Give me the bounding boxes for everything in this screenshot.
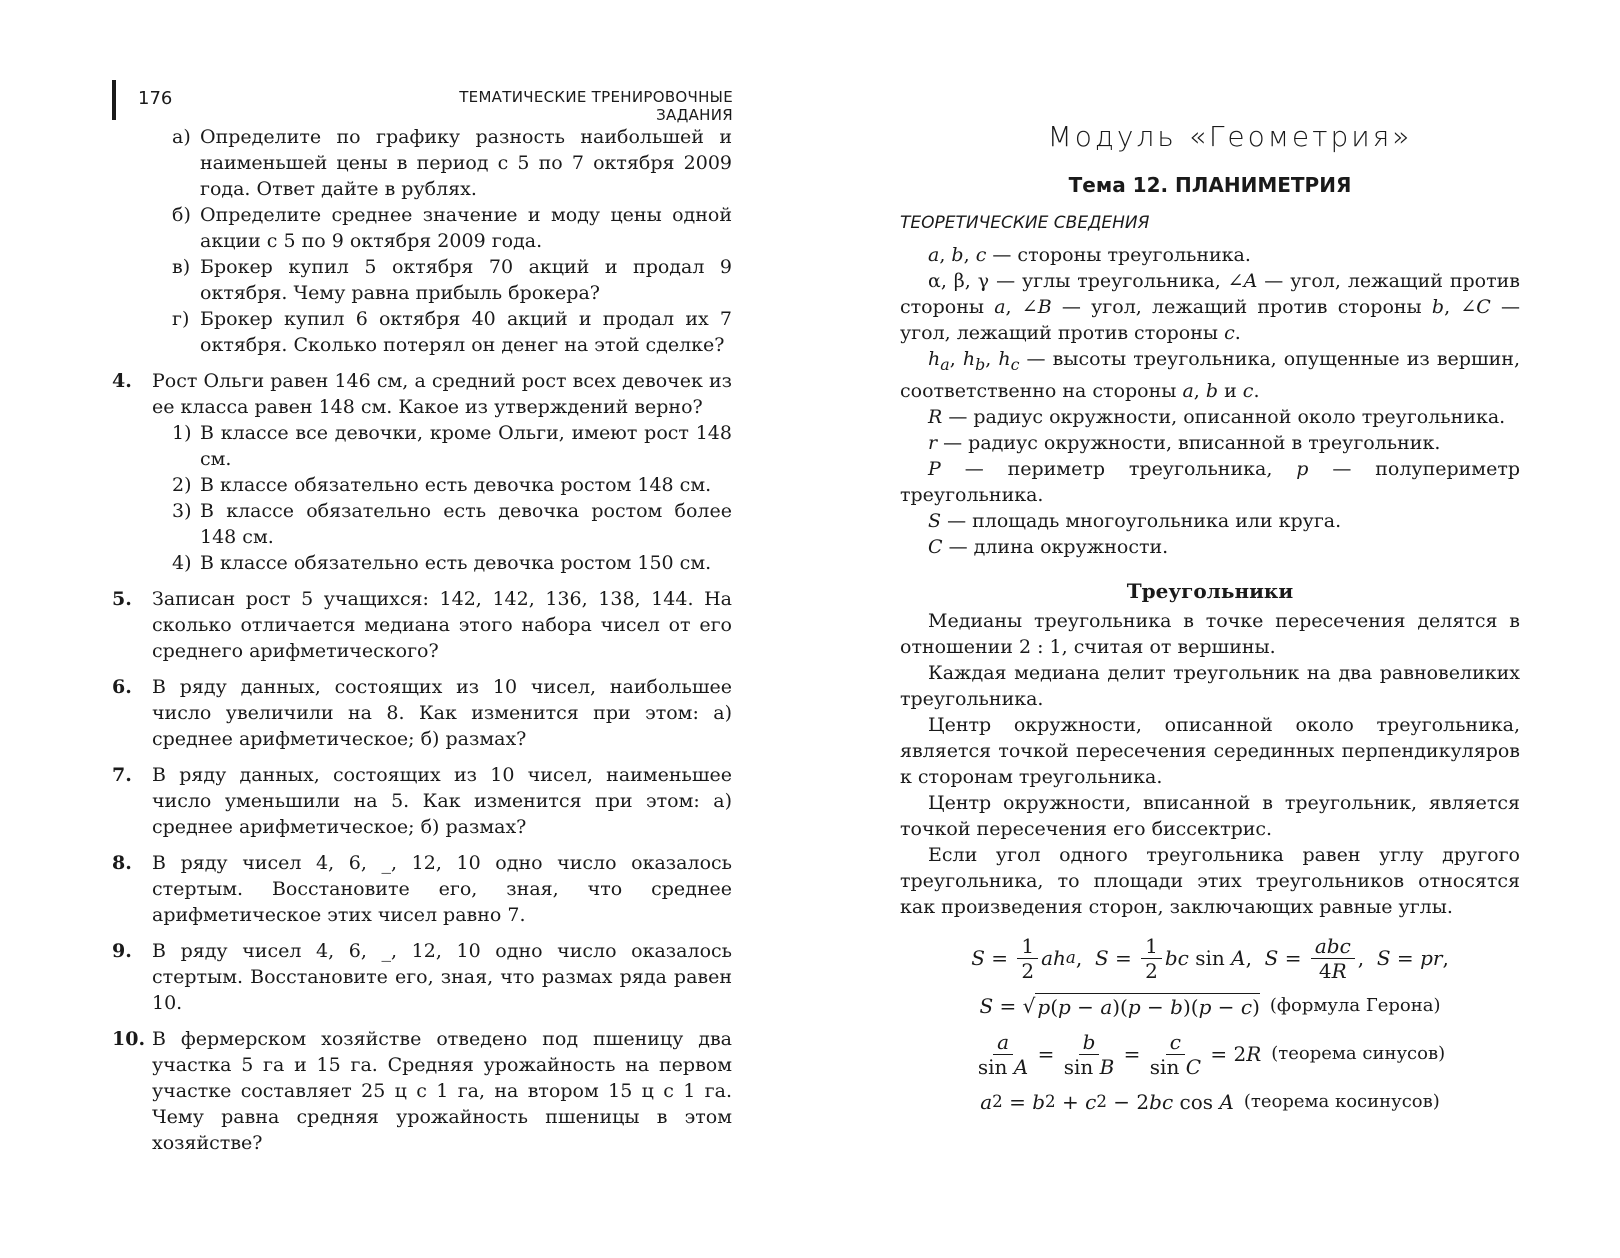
right-page bbox=[810, 0, 1620, 1258]
running-title: ТЕМАТИЧЕСКИЕ ТРЕНИРОВОЧНЫЕ ЗАДАНИЯ bbox=[459, 88, 733, 124]
def-P: P — периметр треугольника, p — полупериметр треугольника. bbox=[900, 457, 1520, 506]
cont-item: г) Брокер купил 6 октября 40 акций и продал их 7 октября. Сколько потерял он денег на этой сделке? bbox=[172, 308, 732, 356]
right-column bbox=[900, 120, 1521, 1125]
paragraph: Центр окружности, вписанной в треугольник, является точкой пересечения его биссектрис. bbox=[900, 791, 1520, 840]
theory-label: ТЕОРЕТИЧЕСКИЕ СВЕДЕНИЯ bbox=[900, 213, 1150, 233]
left-column bbox=[112, 124, 732, 1156]
def-C: C — длина окружности. bbox=[928, 535, 1169, 558]
problem-4: 4. Рост Ольги равен 146 см, а средний рост всех девочек из ее класса равен 148 см. Какое из утверждений верно? 1) В классе все девочки, кроме Ольги, имеют рост 148 см. 2) В классе обязательно есть девочка ростом 148 см. 3) В классе обязательно есть девочка ростом более 148 см. 4) В классе обязательно есть девочка ростом 150 см. bbox=[112, 370, 732, 574]
page-number: 176 bbox=[138, 88, 173, 109]
problem-5: 5. Записан рост 5 учащихся: 142, 142, 136, 138, 144. На сколько отличается медиана этого набора чисел от его среднего арифметического? bbox=[112, 588, 732, 662]
heron-formula: S = √ p(p − a)(p − b)(p − c) (формула Герона) bbox=[979, 994, 1441, 1019]
problem-8: 8. В ряду чисел 4, 6, _, 12, 10 одно число оказалось стертым. Восстановите его, зная, что среднее арифметическое этих чисел равно 7. bbox=[112, 852, 732, 926]
problem-6: 6. В ряду данных, состоящих из 10 чисел, наибольшее число увеличили на 8. Как изменится при этом: а) среднее арифметическое; б) размах? bbox=[112, 676, 732, 750]
subheading: Треугольники bbox=[1126, 578, 1294, 603]
cosine-theorem: a 2 = b 2 + c 2 − 2 bc cos A (теорема косинусов) bbox=[980, 1089, 1440, 1114]
problem-7: 7. В ряду данных, состоящих из 10 чисел, наименьшее число уменьшили на 5. Как изменится при этом: а) среднее арифметическое; б) размах? bbox=[112, 764, 732, 838]
option: 1) В классе все девочки, кроме Ольги, имеют рост 148 см. bbox=[172, 422, 732, 470]
def-r: r — радиус окружности, вписанной в треугольник. bbox=[928, 431, 1441, 454]
problem-10: 10. В фермерском хозяйстве отведено под пшеницу два участка 5 га и 15 га. Средняя урожайность на первом участке составляет 25 ц с 1 га, на втором 15 ц с 1 га. Чему равна средняя урожайность пшеницы в этом хозяйстве? bbox=[112, 1028, 732, 1154]
header-bar bbox=[112, 80, 116, 120]
topic-title: Тема 12. ПЛАНИМЕТРИЯ bbox=[1068, 173, 1352, 197]
sine-theorem: $\frac{a}{\text{sin A}}$ = $\frac{b}{\text{sin B}}$ = $\frac{c}{\text{sin C}}$ = 2 R (теорема синусов) bbox=[977, 1029, 1446, 1079]
area-formulas: S = $\frac{1}{2}$ ah a , S = $\frac{1}{2}$ bc sin A , S = $\frac{\text{abc}}{4R}$ , S = pr , bbox=[971, 933, 1449, 983]
definitions bbox=[900, 242, 1520, 560]
def-angles: α, β, γ — углы треугольника, ∠A — угол, лежащий против стороны a, ∠B — угол, лежащий против стороны b, ∠C — угол, лежащий против стороны c. bbox=[900, 270, 1521, 344]
option: 2) В классе обязательно есть девочка ростом 148 см. bbox=[172, 474, 712, 496]
cont-item: б) Определите среднее значение и моду цены одной акции с 5 по 9 октября 2009 года. bbox=[172, 204, 732, 252]
option: 3) В классе обязательно есть девочка ростом более 148 см. bbox=[172, 500, 732, 548]
paragraph: Если угол одного треугольника равен углу другого треугольника, то площади этих треугольников относятся как произведения сторон, заключающих равные углы. bbox=[900, 843, 1520, 918]
paragraph: Центр окружности, описанной около треугольника, является точкой пересечения серединных перпендикуляров к сторонам треугольника. bbox=[900, 713, 1520, 788]
paragraph: Медианы треугольника в точке пересечения делятся в отношении 2 : 1, считая от вершины. bbox=[900, 609, 1520, 658]
option: 4) В классе обязательно есть девочка ростом 150 см. bbox=[172, 552, 712, 574]
def-R: R — радиус окружности, описанной около треугольника. bbox=[928, 405, 1506, 428]
def-S: S — площадь многоугольника или круга. bbox=[928, 509, 1342, 532]
module-title: Модуль «Геометрия» bbox=[1047, 120, 1413, 153]
def-heights: $h_a$, $h_b$, $h_c$ — высоты треугольника, опущенные из вершин, соответственно на стороны a, b и c. bbox=[900, 348, 1520, 402]
cont-item: в) Брокер купил 5 октября 70 акций и продал 9 октября. Чему равна прибыль брокера? bbox=[172, 256, 732, 304]
cont-item: а) Определите по графику разность наибольшей и наименьшей цены в период с 5 по 7 октября 2009 года. Ответ дайте в рублях. bbox=[172, 126, 732, 200]
formulas bbox=[900, 934, 1520, 1115]
def-sides: a, b, c — стороны треугольника. bbox=[928, 244, 1251, 266]
problem-9: 9. В ряду чисел 4, 6, _, 12, 10 одно число оказалось стертым. Восстановите его, зная, что размах ряда равен 10. bbox=[112, 940, 732, 1014]
paragraph: Каждая медиана делит треугольник на два равновеликих треугольника. bbox=[900, 661, 1520, 710]
